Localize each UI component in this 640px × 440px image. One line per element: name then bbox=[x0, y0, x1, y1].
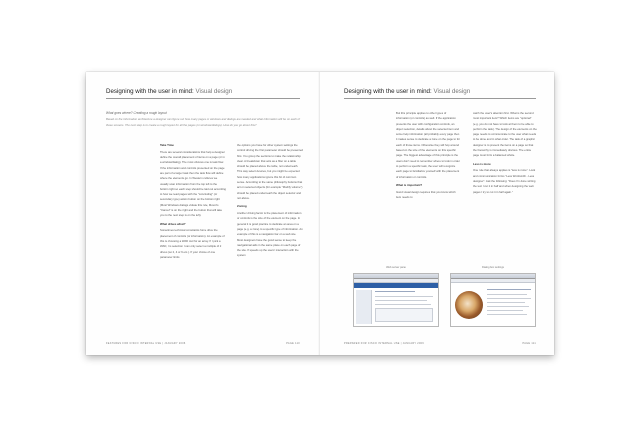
body-paragraph: catch the user's attention first. What is the second most important item? Which items are "optional" (e.g. you do not have to look at them to be able to perform the task). The design of the elements on the page needs to communicate to the user what needs to be done and in what order. The task of a graphic designer is to present the items on a page so that the hierarchy is immediately obvious. The entire page must form a balanced whole. bbox=[473, 112, 537, 158]
right-title-rule bbox=[344, 98, 536, 99]
decorative-disc-image bbox=[455, 291, 483, 319]
right-page-number: PAGE 111 bbox=[522, 342, 536, 345]
right-page bbox=[320, 72, 554, 355]
body-paragraph: the options you have for other system settings the control driving the first parameter should be presented first. You group the sections to make the relationship clear. A breakdown that acts as a filter on a table should be placed above the table, not underneath. This way select devices, but you might be expected how many applications ignore this bit of common sense. According to the same philosophy buttons that act on selected objects (for example "Modify volume") should be placed underneath the object selector and not above. bbox=[237, 144, 303, 200]
section-heading: Less is more bbox=[473, 161, 491, 166]
screenshot-right-caption: Dialog box settings bbox=[482, 266, 504, 269]
web-table bbox=[375, 308, 433, 322]
body-paragraph: There are several considerations that help a designer define the overall placement of items on a page (or in a window/dialog). The most obvious one is task flow. If the information and controls presented on the page are part of a larger task then the task flow will define where the elements go. In Western cultures we usually scan information from the top left to the bottom right so each step should be laid out according to how we read pages with the "concluding" (or secondary type) action button on the bottom right (Most Windows dialogs violate this rule, Mount's "Cancel" is on the right and the button that will take you to the next step is on the left). bbox=[160, 150, 226, 218]
dialog-body bbox=[451, 283, 535, 327]
left-title-rule bbox=[106, 98, 300, 99]
left-footer-text: FEATURES FOR CISCO INTERNAL USE | JANUARY 2006 bbox=[106, 342, 186, 345]
left-intro-paragraph: Based on the information architecture a designer can figure out how many pages or windows and dialogs are needed and what information will be on each of these screens. The next step is to create a rough layout for all the pages (or windows/dialogs). How do you go about this? bbox=[106, 117, 300, 127]
body-paragraph: Sometimes technical constraints force drive the placement of controls (or information). An example of this is choosing a WAD tool for an array. If I pick a WAD, I is selection I can only select a multiple of 2 drives (so 2, 4 or 6 etc.). If your choice of one parameter limits bbox=[160, 229, 225, 259]
left-column-1 bbox=[160, 143, 226, 333]
body-paragraph: But this principle applies to other types of information (or controls) as well. If the application presents the user with configuration controls, an object selection, details about the selected item and some help information (all probably every page then it makes sense to dedicate a zone on the page to for each of those items. Otherwise they will hop around based on the size of the elements on this specific page. The biggest advantage of this principle is the users don't need to remember where to look in order to perform a specific task, the user will recognize each page to familiarize yourself with the placement of information or controls. bbox=[396, 112, 460, 179]
section-heading: What drives what? bbox=[160, 221, 186, 226]
right-title-highlight: Visual design bbox=[433, 88, 471, 95]
web-sidebar bbox=[356, 290, 372, 324]
right-title-main: Designing with the user in mind: bbox=[344, 88, 432, 95]
document-spread bbox=[86, 72, 554, 355]
section-heading: What is important? bbox=[396, 182, 423, 187]
body-paragraph: Good visual design requires that you know which item needs to bbox=[396, 190, 456, 199]
body-paragraph: One rule that always applies is "less is more". Look and communication forms "Less Wordsmith - Less designer". Ask the following: "Does I'm done writing the text I cut it in half and when designing the web pages I try to cut it in half again." bbox=[473, 169, 536, 194]
section-heading: Zoning bbox=[237, 204, 247, 209]
left-page-title bbox=[106, 88, 232, 95]
left-page-number: PAGE 110 bbox=[286, 342, 300, 345]
right-column-1 bbox=[396, 111, 460, 243]
right-page-title bbox=[344, 88, 470, 95]
screenshot-left-caption: Web server pane bbox=[386, 266, 406, 269]
left-intro-question: What goes where? Creating a rough layout bbox=[106, 111, 167, 115]
left-title-main: Designing with the user in mind: bbox=[106, 88, 194, 95]
body-paragraph: Another driving factor is the placement of information or controls is the size of the element on the page. In general it is good practice to dedicate an area on a page (e.g. a zone) to a specific type of information. An example of this is a navigation bar on a web site. Most designers have the good sense to keep the navigational aids in the same place on each page of the site. If speeds up the users' interaction with the system bbox=[237, 212, 303, 258]
screenshot-left bbox=[353, 273, 439, 327]
screenshot-right bbox=[450, 273, 536, 327]
left-page bbox=[86, 72, 320, 355]
left-column-2 bbox=[237, 143, 303, 333]
right-footer-text: PREPARED FOR CISCO INTERNAL USE | JANUARY 2006 bbox=[344, 342, 424, 345]
left-title-highlight: Visual design bbox=[195, 88, 233, 95]
right-column-2 bbox=[473, 111, 537, 243]
section-heading: Take Time bbox=[160, 143, 174, 147]
web-page-body bbox=[354, 288, 438, 327]
